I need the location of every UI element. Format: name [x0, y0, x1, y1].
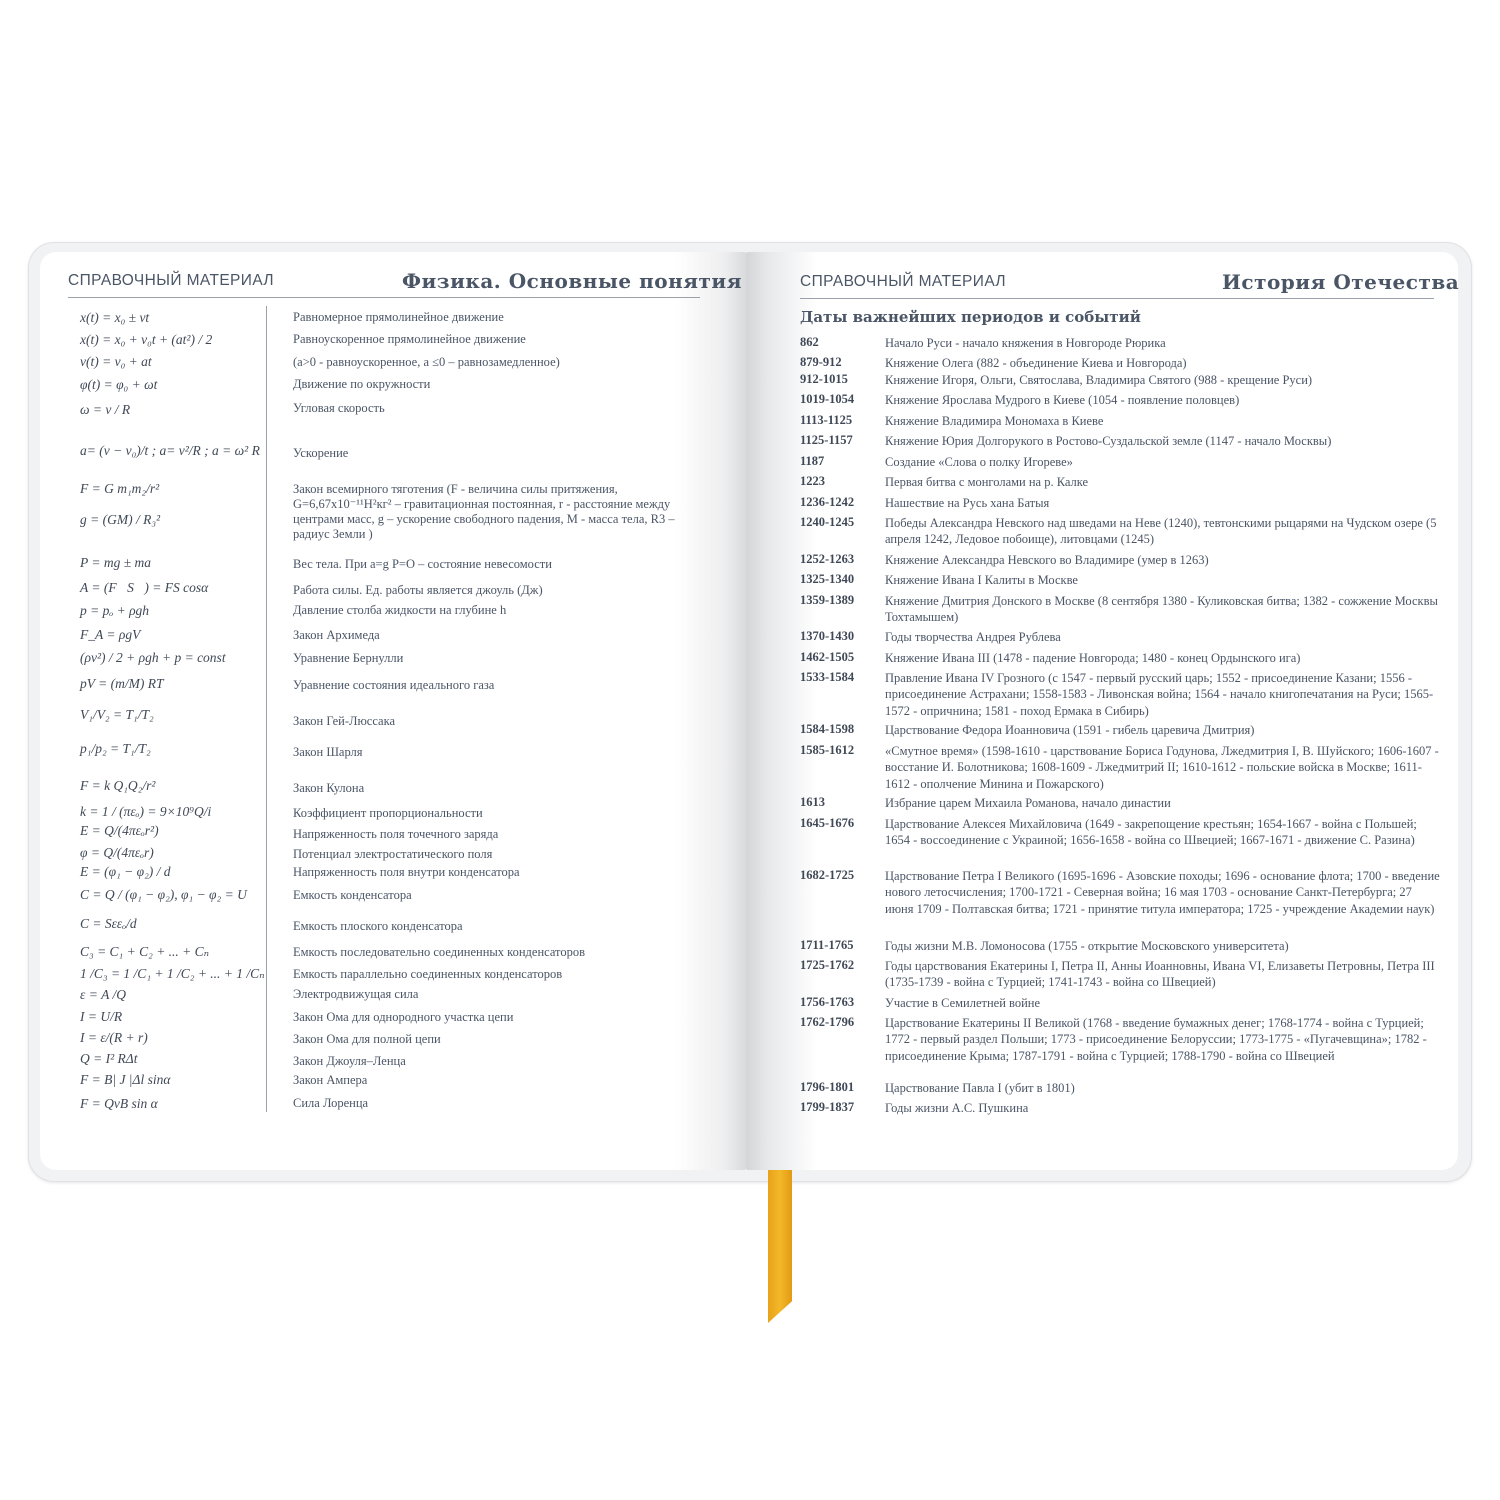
formula: I = ε/(R + r) — [80, 1030, 148, 1045]
bookmark-ribbon — [768, 1168, 792, 1323]
right-section-label: СПРАВОЧНЫЙ МАТЕРИАЛ — [800, 273, 1006, 290]
event-description: Годы царствования Екатерины I, Петра II, Анны Иоанновны, Ивана VI, Елизаветы Петровны, Петра III (1735-1739 - война с Турцией; 1741-1743 - война со Швецией) — [885, 959, 1435, 990]
formula-description: Равномерное прямолинейное движение — [293, 310, 504, 324]
formula: E = (φ₁ − φ₂) / d — [80, 864, 171, 879]
event-description: Княжение Олега (882 - объединение Киева и Новгорода) — [885, 356, 1187, 370]
formula-description: Закон Джоуля–Ленца — [293, 1054, 406, 1068]
formula-description: Емкость последовательно соединенных конденсаторов — [293, 945, 586, 959]
column-divider — [266, 306, 267, 1112]
formula: pV = (m/M) RT — [80, 676, 164, 691]
formula: ε = A /Q — [80, 987, 127, 1002]
event-description: Княжение Ивана III (1478 - падение Новгорода; 1480 - конец Ордынского ига) — [885, 651, 1301, 665]
event-years: 1645-1676 — [800, 816, 855, 830]
formula: F = k Q₁Q₂/r² — [80, 778, 156, 793]
formula-description: Ускорение — [293, 446, 349, 460]
formula: I = U/R — [80, 1009, 123, 1024]
formula-description: Напряженность поля внутри конденсатора — [293, 865, 520, 879]
formula: E = Q/(4πεₒr²) — [80, 823, 159, 838]
event-description: Годы творчества Андрея Рублева — [885, 630, 1061, 644]
event-years: 1325-1340 — [800, 572, 855, 586]
formula: a= (v − v₀)/t ; a= v²/R ; a = ω² R — [80, 443, 260, 458]
formula-description: (a>0 - равноускоренное, a ≤0 – равнозамедленное) — [293, 355, 560, 369]
event-years: 879-912 — [800, 355, 842, 369]
event-years: 1462-1505 — [800, 650, 855, 664]
event-years: 862 — [800, 335, 819, 349]
formula: C = Sεεₒ/d — [80, 916, 137, 931]
event-years: 1223 — [800, 474, 825, 488]
formula-description: Работа силы. Ед. работы является джоуль (Дж) — [293, 583, 543, 597]
formula-description: Движение по окружности — [293, 377, 431, 391]
formula: x(t) = x₀ + v₀t + (at²) / 2 — [80, 332, 213, 347]
left-section-label: СПРАВОЧНЫЙ МАТЕРИАЛ — [68, 272, 274, 289]
event-years: 1762-1796 — [800, 1015, 855, 1029]
event-years: 1756-1763 — [800, 995, 855, 1009]
formula: A = (F⃗S⃗) = FS cosα — [80, 580, 209, 595]
formula-description: Закон Шарля — [293, 745, 363, 759]
event-description: Начало Руси - начало княжения в Новгороде Рюрика — [885, 336, 1166, 350]
formula: g = (GM) / R₃² — [80, 512, 161, 527]
formula: x(t) = x₀ ± vt — [80, 310, 150, 325]
formula: F = QvB sin α — [80, 1096, 158, 1111]
event-description: Избрание царем Михаила Романова, начало династии — [885, 796, 1171, 810]
formula: p = pₒ + ρgh — [80, 603, 150, 618]
formula: F = G m₁m₂/r² — [80, 481, 160, 496]
event-years: 1725-1762 — [800, 958, 855, 972]
event-years: 1240-1245 — [800, 515, 855, 529]
event-years: 1252-1263 — [800, 552, 855, 566]
event-years: 1187 — [800, 454, 825, 468]
formula: V₁/V₂ = T₁/T₂ — [80, 707, 154, 722]
event-years: 1113-1125 — [800, 413, 853, 427]
event-description: «Смутное время» (1598-1610 - царствование Бориса Годунова, Лжедмитрия I, В. Шуйского; 1606-1607 - восстание И. Болотникова; 1608-1609 - Лжедмитрий II; 1610-1612 - польские войска в Москве; 1611-1612 - ополчение Минина и Пожарского) — [885, 744, 1439, 791]
formula-description: Закон Ома для полной цепи — [293, 1032, 441, 1046]
event-description: Княжение Ивана I Калиты в Москве — [885, 573, 1078, 587]
formula-description: Закон Ома для однородного участка цепи — [293, 1010, 514, 1024]
formula-description: Равноускоренное прямолинейное движение — [293, 332, 526, 346]
event-description: Первая битва с монголами на р. Калке — [885, 475, 1089, 489]
event-description: Годы жизни А.С. Пушкина — [885, 1101, 1029, 1115]
event-years: 1799-1837 — [800, 1100, 855, 1114]
event-description: Княжение Дмитрия Донского в Москве (8 сентября 1380 - Куликовская битва; 1382 - сожжение Москвы Тохтамышем) — [885, 594, 1438, 625]
formula: F_A = ρgV — [80, 627, 141, 642]
formula-description: Уравнение состояния идеального газа — [293, 678, 495, 692]
formula-description: Емкость плоского конденсатора — [293, 919, 463, 933]
formula-description: Вес тела. При a=g P=O – состояние невесомости — [293, 557, 552, 571]
right-page-title: История Отечества — [1222, 270, 1460, 294]
formula: P = mg ± ma — [80, 555, 152, 570]
event-description: Победы Александра Невского над шведами на Неве (1240), тевтонскими рыцарями на Чудском озере (5 апреля 1242, Ледовое побоище), литовцами (1245) — [885, 516, 1437, 547]
event-description: Царствование Федора Иоанновича (1591 - гибель царевича Дмитрия) — [885, 723, 1255, 737]
formula: C₃ = C₁ + C₂ + ... + Cₙ — [80, 944, 210, 959]
formula-description: Потенциал электростатического поля — [293, 847, 493, 861]
event-years: 1019-1054 — [800, 392, 855, 406]
event-description: Годы жизни М.В. Ломоносова (1755 - открытие Московского университета) — [885, 939, 1289, 953]
left-page-title: Физика. Основные понятия — [402, 269, 742, 293]
history-subtitle: Даты важнейших периодов и событий — [800, 308, 1141, 326]
formula-description: Сила Лоренца — [293, 1096, 369, 1110]
formula-description: Закон Кулона — [293, 781, 365, 795]
event-description: Нашествие на Русь хана Батыя — [885, 496, 1050, 510]
formula: 1 /C₃ = 1 /C₁ + 1 /C₂ + ... + 1 /Cₙ — [80, 966, 265, 981]
event-years: 1359-1389 — [800, 593, 855, 607]
formula-description: Емкость параллельно соединенных конденсаторов — [293, 967, 563, 981]
event-description: Создание «Слова о полку Игореве» — [885, 455, 1073, 469]
event-description: Княжение Александра Невского во Владимире (умер в 1263) — [885, 553, 1209, 567]
event-description: Княжение Владимира Мономаха в Киеве — [885, 414, 1104, 428]
formula: (ρv²) / 2 + ρgh + p = const — [80, 650, 226, 665]
formula-description: Закон всемирного тяготения (F - величина силы притяжения, G=6,67x10⁻¹¹Н²кг² – гравитационная постоянная, r - расстояние между центрами масс, g – ускорение свободного падения, M - масса тела, R3 – радиус Земли ) — [293, 482, 675, 541]
formula-description: Закон Архимеда — [293, 628, 380, 642]
event-description: Княжение Игоря, Ольги, Святослава, Владимира Святого (988 - крещение Руси) — [885, 373, 1313, 387]
formula: v(t) = v₀ + at — [80, 354, 152, 369]
event-years: 912-1015 — [800, 372, 848, 386]
formula: Q = I² RΔt — [80, 1051, 138, 1066]
event-years: 1796-1801 — [800, 1080, 855, 1094]
event-description: Участие в Семилетней войне — [885, 996, 1041, 1010]
formula-description: Электродвижущая сила — [293, 987, 419, 1001]
event-years: 1533-1584 — [800, 670, 855, 684]
event-description: Правление Ивана IV Грозного (с 1547 - первый русский царь; 1552 - присоединение Казани; 1556 - присоединение Астрахани; 1558-1583 - Ливонская война; 1564 - начало книгопечатания на Руси; 1565-1572 - опричнина; 1581 - поход Ермака в Сибирь) — [885, 671, 1434, 718]
formula-description: Коэффициент пропорциональности — [293, 806, 483, 820]
formula: φ(t) = φ₀ + ωt — [80, 377, 158, 392]
formula-description: Уравнение Бернулли — [293, 651, 404, 665]
formula: k = 1 / (πεₒ) = 9×10⁹Q/i — [80, 804, 212, 819]
event-description: Княжение Юрия Долгорукого в Ростово-Суздальской земле (1147 - начало Москвы) — [885, 434, 1332, 448]
event-description: Царствование Алексея Михайловича (1649 - закрепощение крестьян; 1654-1667 - война с Польшей; 1654 - воссоединение с Украиной; 1656-1658 - война со Швецией; 1667-1671 - движение С. Разина) — [885, 817, 1417, 848]
left-header-rule — [68, 297, 700, 298]
formula-description: Напряженность поля точечного заряда — [293, 827, 499, 841]
event-years: 1711-1765 — [800, 938, 854, 952]
formula: F = B| J |Δl sinα — [80, 1072, 171, 1087]
event-years: 1236-1242 — [800, 495, 855, 509]
formula: C = Q / (φ₁ − φ₂), φ₁ − φ₂ = U — [80, 887, 247, 902]
event-years: 1125-1157 — [800, 433, 853, 447]
formula: φ = Q/(4πεₒr) — [80, 845, 154, 860]
right-header-rule — [800, 298, 1434, 299]
formula-description: Давление столба жидкости на глубине h — [293, 603, 507, 617]
event-description: Царствование Екатерины II Великой (1768 - введение бумажных денег; 1768-1774 - война с Турцией; 1772 - первый раздел Польши; 1773 - присоединение Белоруссии; 1773-1775 - «Пугачевщина»; 1782 - присоединение Крыма; 1787-1791 - война с Турцией; 1788-1790 - война со Швецией — [885, 1016, 1427, 1063]
event-description: Царствование Петра I Великого (1695-1696 - Азовские походы; 1696 - основание флота; 1700 - введение нового летосчисления; 1700-1721 - Северная война; 16 мая 1703 - основание Санкт-Петербурга; 27 июня 1709 - Полтавская битва; 1721 - принятие титула императора; 1725 - учреждение Академии наук) — [885, 869, 1440, 916]
formula: ω = v / R — [80, 402, 131, 417]
formula-description: Емкость конденсатора — [293, 888, 412, 902]
event-description: Царствование Павла I (убит в 1801) — [885, 1081, 1075, 1095]
event-years: 1585-1612 — [800, 743, 855, 757]
event-years: 1613 — [800, 795, 825, 809]
event-years: 1682-1725 — [800, 868, 855, 882]
formula-description: Закон Ампера — [293, 1073, 368, 1087]
formula-description: Угловая скорость — [293, 401, 385, 415]
event-description: Княжение Ярослава Мудрого в Киеве (1054 - появление половцев) — [885, 393, 1240, 407]
event-years: 1370-1430 — [800, 629, 855, 643]
formula: p₁/p₂ = T₁/T₂ — [80, 741, 151, 756]
formula-description: Закон Гей-Люссака — [293, 714, 396, 728]
event-years: 1584-1598 — [800, 722, 855, 736]
